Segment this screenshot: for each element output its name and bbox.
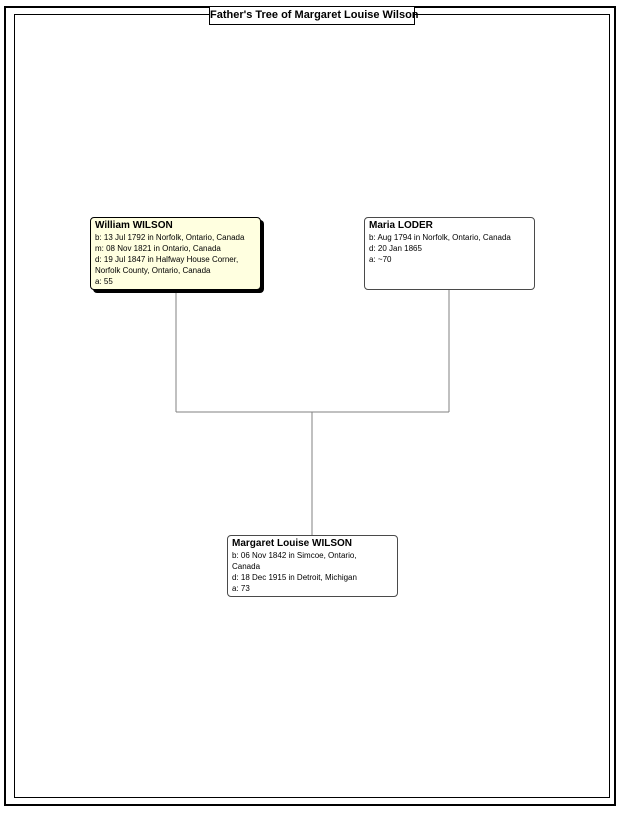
- father-death: d: 19 Jul 1847 in Halfway House Corner,: [95, 255, 239, 264]
- child-age: a: 73: [232, 584, 250, 593]
- person-box-father[interactable]: [90, 217, 261, 290]
- mother-death: d: 20 Jan 1865: [369, 244, 422, 253]
- father-death-place-cont: Norfolk County, Ontario, Canada: [95, 266, 211, 275]
- person-name-mother: Maria LODER: [369, 220, 433, 231]
- chart-title: Father's Tree of Margaret Louise Wilson: [209, 6, 415, 25]
- mother-age: a: ~70: [369, 255, 392, 264]
- father-birth: b: 13 Jul 1792 in Norfolk, Ontario, Canada: [95, 233, 245, 242]
- child-death: d: 18 Dec 1915 in Detroit, Michigan: [232, 573, 357, 582]
- person-name-child: Margaret Louise WILSON: [232, 538, 353, 549]
- father-age: a: 55: [95, 277, 113, 286]
- mother-birth: b: Aug 1794 in Norfolk, Ontario, Canada: [369, 233, 511, 242]
- father-marriage: m: 08 Nov 1821 in Ontario, Canada: [95, 244, 221, 253]
- person-box-child[interactable]: [227, 535, 398, 597]
- person-box-mother[interactable]: [364, 217, 535, 290]
- child-birth: b: 06 Nov 1842 in Simcoe, Ontario,: [232, 551, 357, 560]
- person-name-father: William WILSON: [95, 220, 173, 231]
- child-birth-place-cont: Canada: [232, 562, 261, 571]
